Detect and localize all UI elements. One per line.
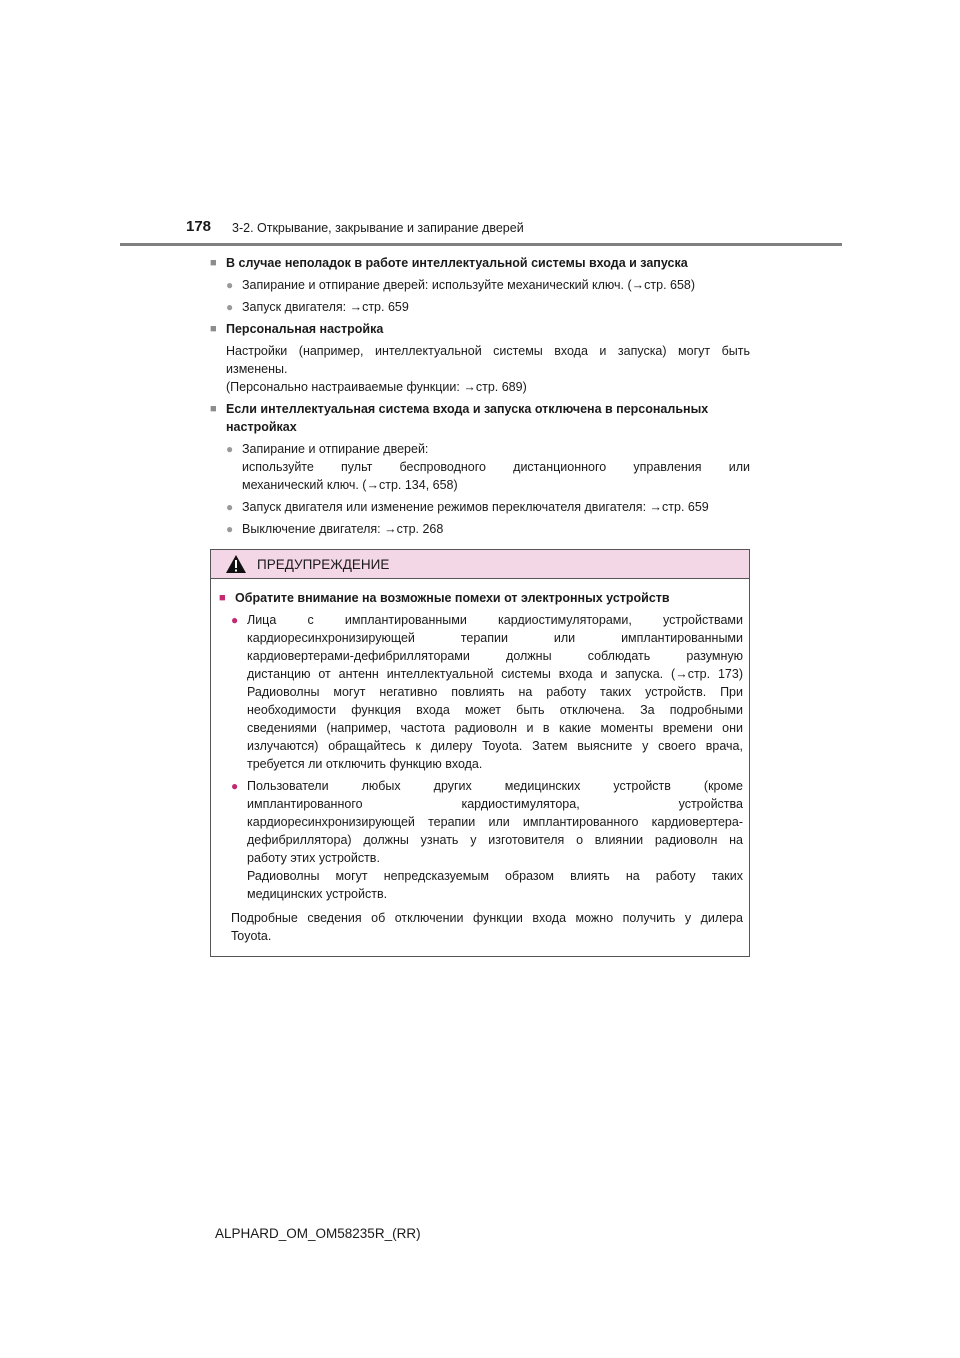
section-heading: Персональная настройка: [226, 322, 384, 336]
list-item: ● Лица с имплантированными кардиостимуляторами, устройствами кардиоресинхронизирующей терапии или имплантированными кардиовертерами-дефибрилляторами должны соблюдать разумную дистанцию от антенн интеллектуальной системы входа и запуска. (→стр. 173) Радиоволны могут негативно повлиять на работу таких устройств. При необходимости функция входа может быть отключена. За подробными сведениями (например, частота радиоволн и в какие моменты времени они излучаются) обращайтесь к дилеру Toyota. Затем выясните у своего врача, требуется ли отключить функцию входа.: [231, 613, 743, 771]
warning-note: Подробные сведения об отключении функции входа можно получить у дилера Toyota.: [231, 911, 743, 943]
paragraph: Настройки (например, интеллектуальной системы входа и запуска) могут быть изменены. (Персонально настраиваемые функции: →стр. 689): [226, 344, 750, 394]
section-heading: Если интеллектуальная система входа и запуска отключена в персональных настройках: [226, 402, 709, 434]
square-icon: ■: [219, 592, 226, 604]
square-icon: ■: [210, 257, 217, 269]
circle-bullet-icon: ●: [231, 613, 239, 627]
document-footer: ALPHARD_OM_OM58235R_(RR): [215, 1226, 421, 1241]
warning-box: [210, 549, 750, 957]
square-icon: ■: [210, 403, 217, 415]
square-icon: ■: [210, 323, 217, 335]
warning-title: ПРЕДУПРЕЖДЕНИЕ: [257, 556, 390, 572]
circle-bullet-icon: ●: [231, 779, 239, 793]
warning-header: [211, 550, 749, 579]
warning-triangle-icon: [225, 554, 247, 574]
section-heading: В случае неполадок в работе интеллектуальной системы входа и запуска: [226, 256, 688, 270]
list-item: ● Пользователи любых других медицинских устройств (кроме имплантированного кардиостимулятора, устройства кардиоресинхронизирующей терапии или имплантированного кардиовертера- дефибриллятора) должны узнать у изготовителя о влиянии радиоволн на работу этих устройств. Радиоволны могут непредсказуемым образом влиять на работу таких медицинских устройств.: [231, 779, 743, 901]
list-item: ● Выключение двигателя: →стр. 268: [226, 522, 444, 536]
section-personal-settings: [210, 320, 750, 396]
circle-bullet-icon: ●: [226, 442, 234, 456]
circle-bullet-icon: ●: [226, 300, 234, 314]
list-item: ● Запуск двигателя или изменение режимов переключателя двигателя: →стр. 659: [226, 500, 709, 514]
list-item: ● Запирание и отпирание дверей: используйте пульт беспроводного дистанционного управления или механический ключ. (→стр. 134, 658): [226, 442, 750, 492]
warning-body: [211, 579, 749, 945]
list-item: ● Запирание и отпирание дверей: используйте механический ключ. (→стр. 658): [226, 278, 696, 292]
list-item: ● Запуск двигателя: →стр. 659: [226, 300, 409, 314]
section-title: 3-2. Открывание, закрывание и запирание дверей: [232, 221, 524, 235]
section-system-disabled: [210, 400, 750, 538]
page-number: 178: [186, 218, 212, 235]
circle-bullet-icon: ●: [226, 522, 234, 536]
circle-bullet-icon: ●: [226, 278, 234, 292]
section-malfunction: [210, 254, 750, 316]
circle-bullet-icon: ●: [226, 500, 234, 514]
header-divider: [120, 243, 842, 246]
warning-heading: Обратите внимание на возможные помехи от электронных устройств: [235, 591, 670, 605]
main-content: [210, 254, 750, 542]
